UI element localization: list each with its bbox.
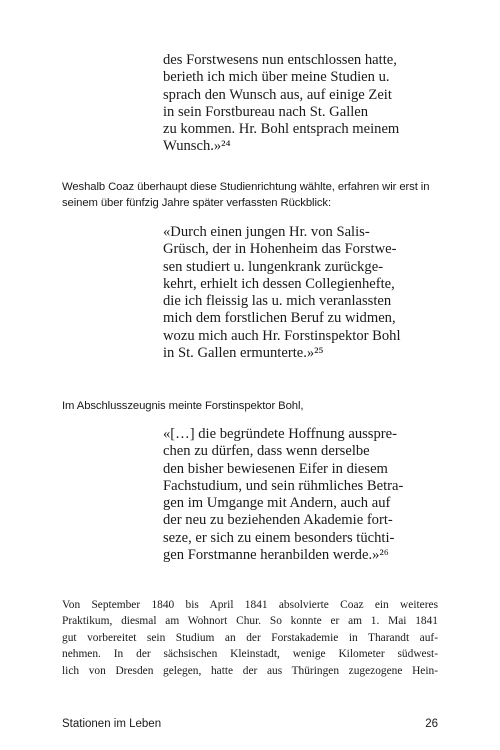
- quote-line: mich dem forstlichen Beruf zu widmen,: [163, 310, 396, 327]
- quote-line: sprach den Wunsch aus, auf einige Zeit: [163, 86, 392, 103]
- quote-line: in sein Forstbureau nach St. Gallen: [163, 103, 369, 120]
- quote-line: zu kommen. Hr. Bohl entsprach meinem: [163, 121, 400, 138]
- intro-paragraph-2: Im Abschlusszeugnis meinte Forstinspektor Bohl,: [62, 400, 304, 412]
- block-quote-2: [163, 224, 425, 362]
- quote-line: des Forstwesens nun entschlossen hatte,: [163, 52, 397, 68]
- quote-line: der neu zu beziehenden Akademie fort-: [163, 512, 393, 529]
- body-line: Von September 1840 bis April 1841 absolvierte Coaz ein weiteres: [62, 599, 438, 611]
- quote-line: die ich fleissig las u. mich veranlassten: [163, 293, 392, 310]
- quote-line: wozu mich auch Hr. Forstinspektor Bohl: [163, 327, 401, 344]
- quote-line: Wunsch.»²⁴: [163, 138, 231, 155]
- quote-line: berieth ich mich über meine Studien u.: [163, 69, 390, 86]
- body-line: nehmen. In der sächsischen Kleinstadt, wenige Kilometer südwest-: [62, 648, 438, 661]
- quote-line: «Durch einen jungen Hr. von Salis-: [163, 224, 370, 240]
- quote-line: chen zu dürfen, dass wenn derselbe: [163, 443, 370, 460]
- block-quote-3: [163, 426, 425, 564]
- body-line: lich von Dresden gelegen, hatte der aus Thüringen zugezogene Hein-: [62, 664, 438, 677]
- quote-line: Fachstudium, und sein rühmliches Betra-: [163, 477, 404, 494]
- body-paragraph: [62, 597, 438, 679]
- body-line: Praktikum, diesmal am Wohnort Chur. So konnte er am 1. Mai 1841: [62, 615, 438, 628]
- quote-line: gen im Umgange mit Andern, auch auf: [163, 495, 391, 512]
- quote-line: den bisher bewiesenen Eifer in diesem: [163, 460, 388, 477]
- running-footer-title: Stationen im Leben: [62, 718, 162, 730]
- quote-line: seze, er sich zu einem besonders tüchti-: [163, 529, 395, 546]
- quote-line: in St. Gallen ermunterte.»²⁵: [163, 345, 324, 362]
- quote-line: «[…] die begründete Hoffnung ausspre-: [163, 426, 397, 442]
- body-line: gut vorbereitet sein Studium an der Forstakademie in Tharandt auf-: [62, 631, 438, 644]
- quote-line: Grüsch, der in Hohenheim das Forstwe-: [163, 241, 397, 258]
- quote-line: kehrt, erhielt ich dessen Collegienhefte,: [163, 275, 395, 292]
- quote-line: sen studiert u. lungenkrank zurückge-: [163, 258, 384, 275]
- intro-paragraph-1: Weshalb Coaz überhaupt diese Studienrichtung wählte, erfahren wir erst in seinem über fünfzig Jahre später verfassten Rückblick:: [62, 181, 430, 209]
- page-number: 26: [425, 718, 438, 730]
- block-quote-1: [163, 52, 425, 156]
- quote-line: gen Forstmanne heranbilden werde.»²⁶: [163, 547, 389, 564]
